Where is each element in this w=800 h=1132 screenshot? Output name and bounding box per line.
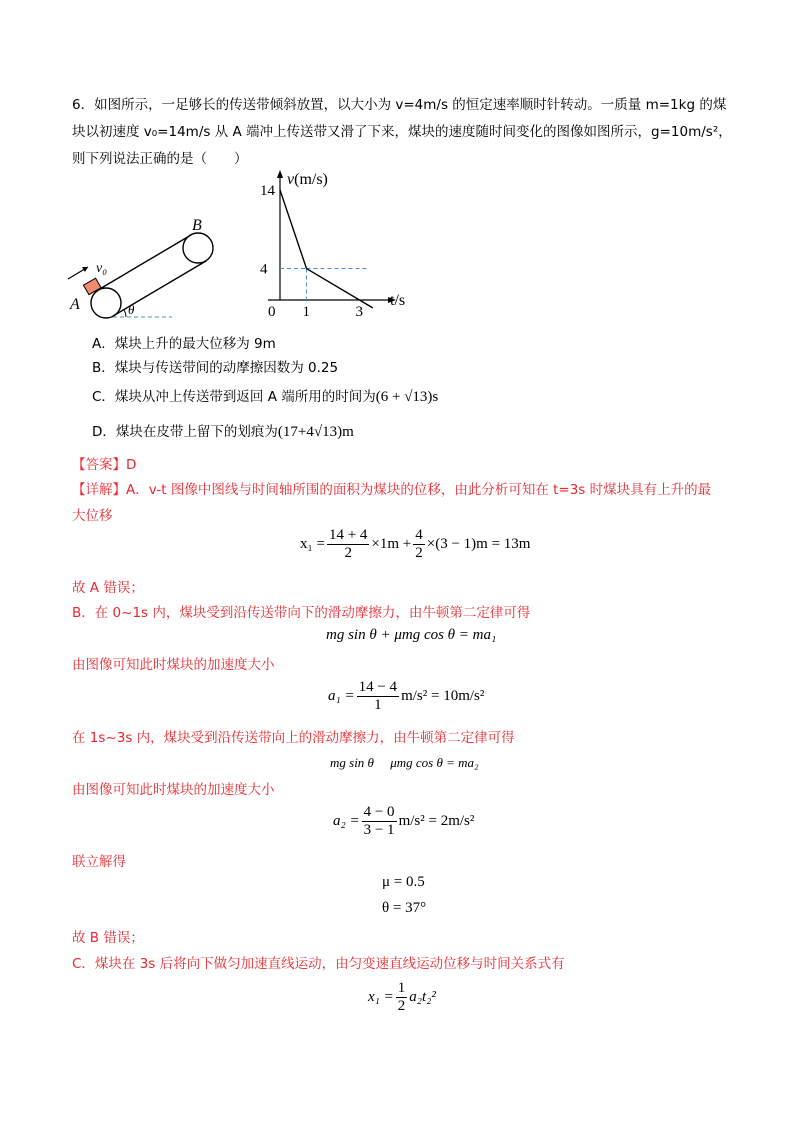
x-tick-label-3: 3 (355, 304, 363, 320)
question-line-2: 块以初速度 v₀=14m/s 从 A 端冲上传送带又滑了下来，煤块的速度随时间变化的图像如图所示，g=10m/s²， (72, 124, 732, 140)
origin-label: 0 (268, 304, 276, 320)
b-line-2: 在 1s~3s 内，煤块受到沿传送带向上的滑动摩擦力，由牛顿第二定律可得 (72, 730, 515, 746)
option-d-text: D．煤块在皮带上留下的划痕为 (92, 424, 278, 440)
accel2-text: 由图像可知此时煤块的加速度大小 (72, 782, 275, 798)
question-line-1: 6．如图所示，一足够长的传送带倾斜放置，以大小为 v=4m/s 的恒定速率顺时针转动。一质量 m=1kg 的煤 (72, 97, 727, 113)
eq5-rhs: m/s² = 2m/s² (398, 813, 475, 829)
eq5-frac: $\frac{4 - 0}{3 - 1}$ (363, 804, 395, 838)
option-d-math: (17+4√13)m (277, 424, 354, 440)
a-wrong: 故 A 错误； (72, 580, 144, 596)
eq8-rhs: a₂t₂² (409, 989, 436, 1005)
coal-block (83, 278, 101, 295)
solve-text: 联立解得 (72, 854, 126, 870)
equation-theta: θ = 37° (382, 900, 427, 916)
eq3-rhs: m/s² = 10m/s² (401, 688, 485, 704)
eq1-lhs: x₁ = (300, 536, 325, 552)
eq1-mid: ×1m + (371, 536, 412, 552)
eq3-lhs: a₁ = (328, 688, 355, 704)
y-tick-label-4: 4 (260, 261, 268, 278)
x-tick-label-1: 1 (302, 304, 310, 320)
belt-lower (113, 261, 206, 316)
velocity-series-line (280, 190, 373, 308)
y-tick-label-14: 14 (260, 182, 275, 199)
angle-arc (124, 310, 126, 317)
eq8-frac: $\frac{1}{2}$ (397, 980, 406, 1014)
equation-mu: μ = 0.5 (382, 874, 425, 890)
eq8-lhs: x₁ = (368, 989, 394, 1005)
label-b: B (192, 217, 202, 234)
question-line-3: 则下列说法正确的是（ ） (72, 151, 248, 167)
y-axis-label: v(m/s) (287, 171, 328, 188)
explanation-line-2: 大位移 (72, 508, 113, 524)
option-d (92, 420, 354, 441)
eq1-rhs: ×(3 − 1)m = 13m (426, 536, 531, 552)
eq1-frac2: $\frac{4}{2}$ (415, 527, 423, 561)
accel1-text: 由图像可知此时煤块的加速度大小 (72, 657, 275, 673)
eq1-frac1: $\frac{14 + 4}{2}$ (328, 527, 368, 561)
label-v0: v₀ (96, 261, 108, 276)
option-c-math: (6 + √13)s (375, 389, 439, 405)
equation-a2 (333, 804, 474, 839)
equation-newton-2: mg sin θ μmg cos θ = ma₂ (330, 755, 479, 770)
b-line: B．在 0~1s 内，煤块受到沿传送带向下的滑动摩擦力，由牛顿第二定律可得 (72, 605, 531, 621)
equation-a1 (328, 679, 484, 714)
eq5-lhs: a₂ = (333, 813, 360, 829)
explanation-line-1: 【详解】A．v-t 图像中图线与时间轴所围的面积为煤块的位移，由此分析可知在 t=3s 时煤块具有上升的最 (72, 482, 712, 498)
x-axis-label: t/s (390, 292, 406, 309)
eq3-frac: $\frac{14 - 4}{1}$ (358, 679, 398, 713)
label-a: A (70, 296, 80, 313)
option-c (92, 385, 438, 406)
equation-x1 (300, 527, 530, 562)
belt-upper (98, 235, 191, 290)
option-a: A．煤块上升的最大位移为 9m (92, 336, 276, 352)
y-axis-arrow (277, 170, 283, 178)
option-b: B．煤块与传送带间的动摩擦因数为 0.25 (92, 360, 339, 376)
vt-graph (250, 166, 420, 326)
equation-newton-1: mg sin θ + μmg cos θ = ma₁ (326, 627, 497, 643)
conveyor-belt-figure (60, 215, 240, 325)
b-wrong: 故 B 错误； (72, 930, 144, 946)
equation-x1-c (368, 980, 436, 1015)
answer: 【答案】D (72, 457, 137, 473)
option-c-text: C．煤块从冲上传送带到返回 A 端所用的时间为 (92, 389, 376, 405)
label-theta: θ (128, 302, 135, 317)
c-line: C．煤块在 3s 后将向下做匀加速直线运动，由匀变速直线运动位移与时间关系式有 (72, 956, 565, 972)
